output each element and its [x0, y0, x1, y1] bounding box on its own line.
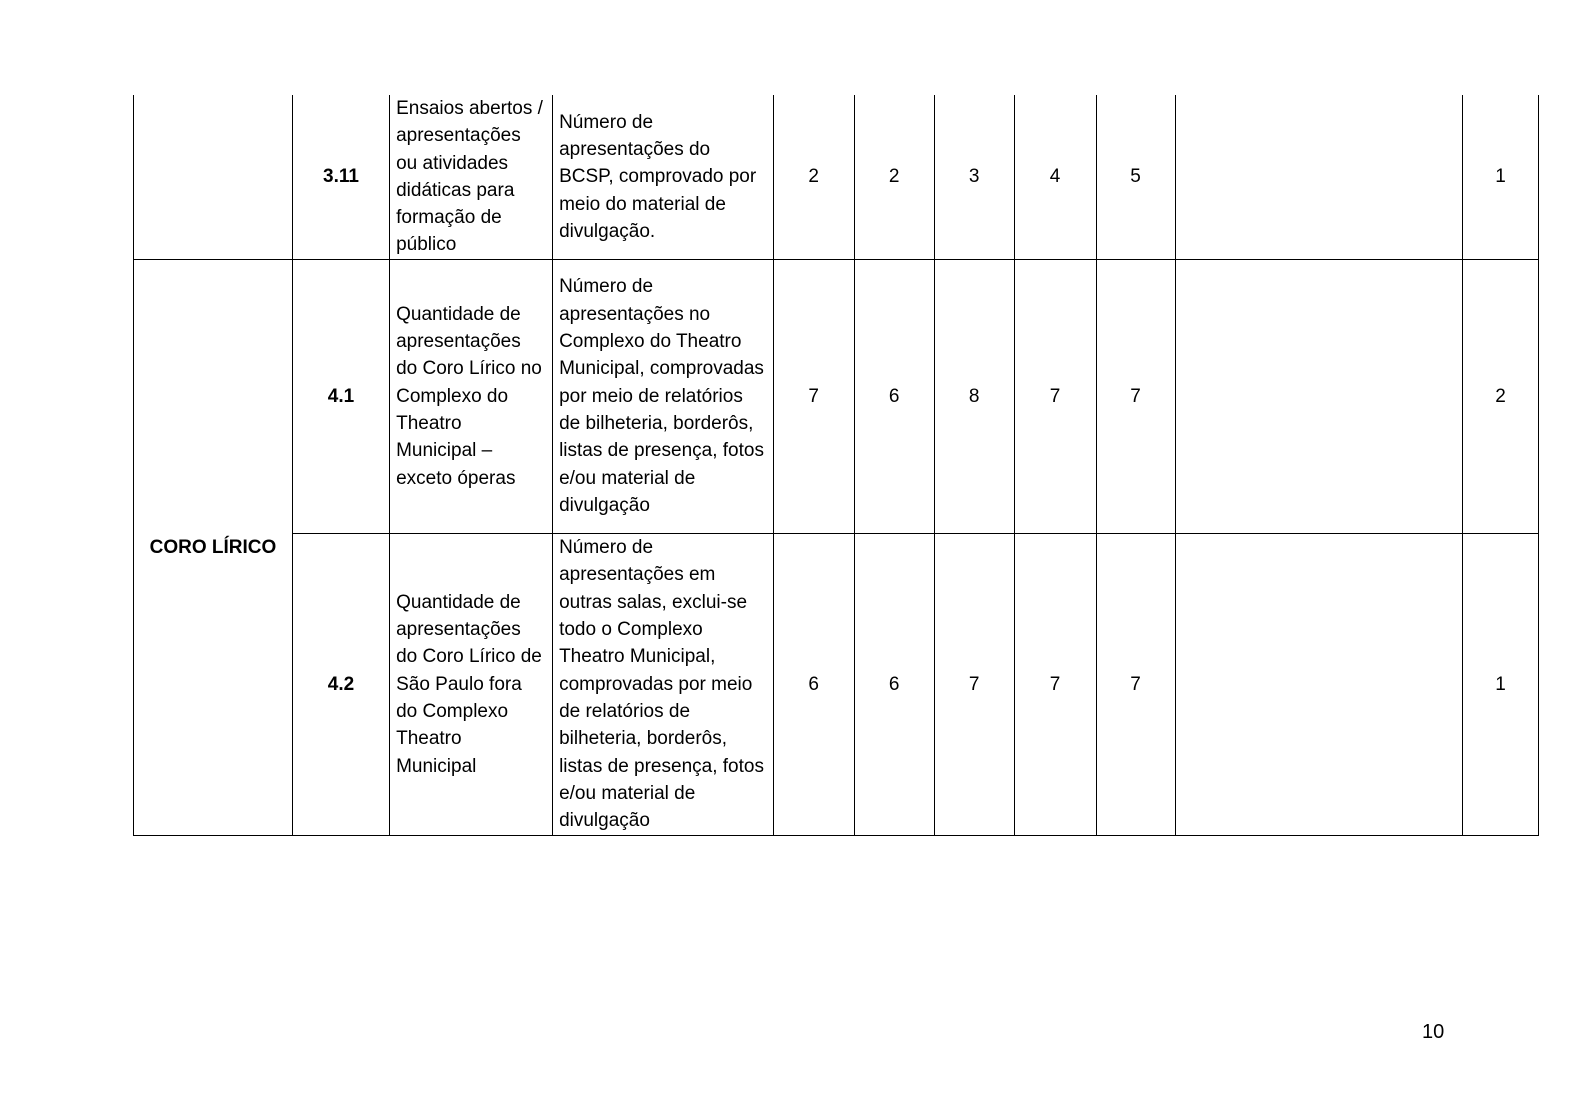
verification-text: Número de apresentações em outras salas, exclui-se todo o Complexo Theatro Municipal, comprovadas por meio de relatórios de bilheteria, borderôs, listas de presença, fotos e/ou material de divulgação — [553, 533, 774, 835]
observation-cell — [1175, 533, 1462, 835]
target-value: 2 — [773, 95, 854, 259]
target-value: 3 — [934, 95, 1014, 259]
verification-text: Número de apresentações do BCSP, comprovado por meio do material de divulgação. — [553, 95, 774, 259]
page-number: 10 — [1422, 1021, 1445, 1043]
target-value: 7 — [1096, 259, 1175, 533]
observation-cell — [1175, 259, 1462, 533]
target-value: 6 — [854, 533, 934, 835]
table-row — [134, 95, 1539, 259]
target-value: 2 — [854, 95, 934, 259]
area-label: CORO LÍRICO — [134, 259, 293, 835]
target-value: 6 — [773, 533, 854, 835]
target-value: 5 — [1096, 95, 1175, 259]
table-row — [134, 533, 1539, 835]
target-value: 7 — [1014, 259, 1096, 533]
target-value: 7 — [773, 259, 854, 533]
target-value: 7 — [934, 533, 1014, 835]
target-value: 8 — [934, 259, 1014, 533]
target-value: 6 — [854, 259, 934, 533]
target-value: 4 — [1014, 95, 1096, 259]
table-row — [134, 259, 1539, 533]
target-value: 7 — [1014, 533, 1096, 835]
item-code: 4.1 — [292, 259, 389, 533]
weight-value: 2 — [1463, 259, 1539, 533]
area-cell-empty — [134, 95, 293, 259]
target-value: 7 — [1096, 533, 1175, 835]
item-code: 3.11 — [292, 95, 389, 259]
indicator-text: Quantidade de apresentações do Coro Lírico no Complexo do Theatro Municipal – exceto óperas — [390, 259, 553, 533]
observation-cell — [1175, 95, 1462, 259]
indicator-text: Quantidade de apresentações do Coro Lírico de São Paulo fora do Complexo Theatro Municipal — [390, 533, 553, 835]
verification-text: Número de apresentações no Complexo do Theatro Municipal, comprovadas por meio de relatórios de bilheteria, borderôs, listas de presença, fotos e/ou material de divulgação — [553, 259, 774, 533]
goals-table — [133, 95, 1539, 836]
weight-value: 1 — [1463, 95, 1539, 259]
item-code: 4.2 — [292, 533, 389, 835]
weight-value: 1 — [1463, 533, 1539, 835]
indicator-text: Ensaios abertos / apresentações ou atividades didáticas para formação de público — [390, 95, 553, 259]
